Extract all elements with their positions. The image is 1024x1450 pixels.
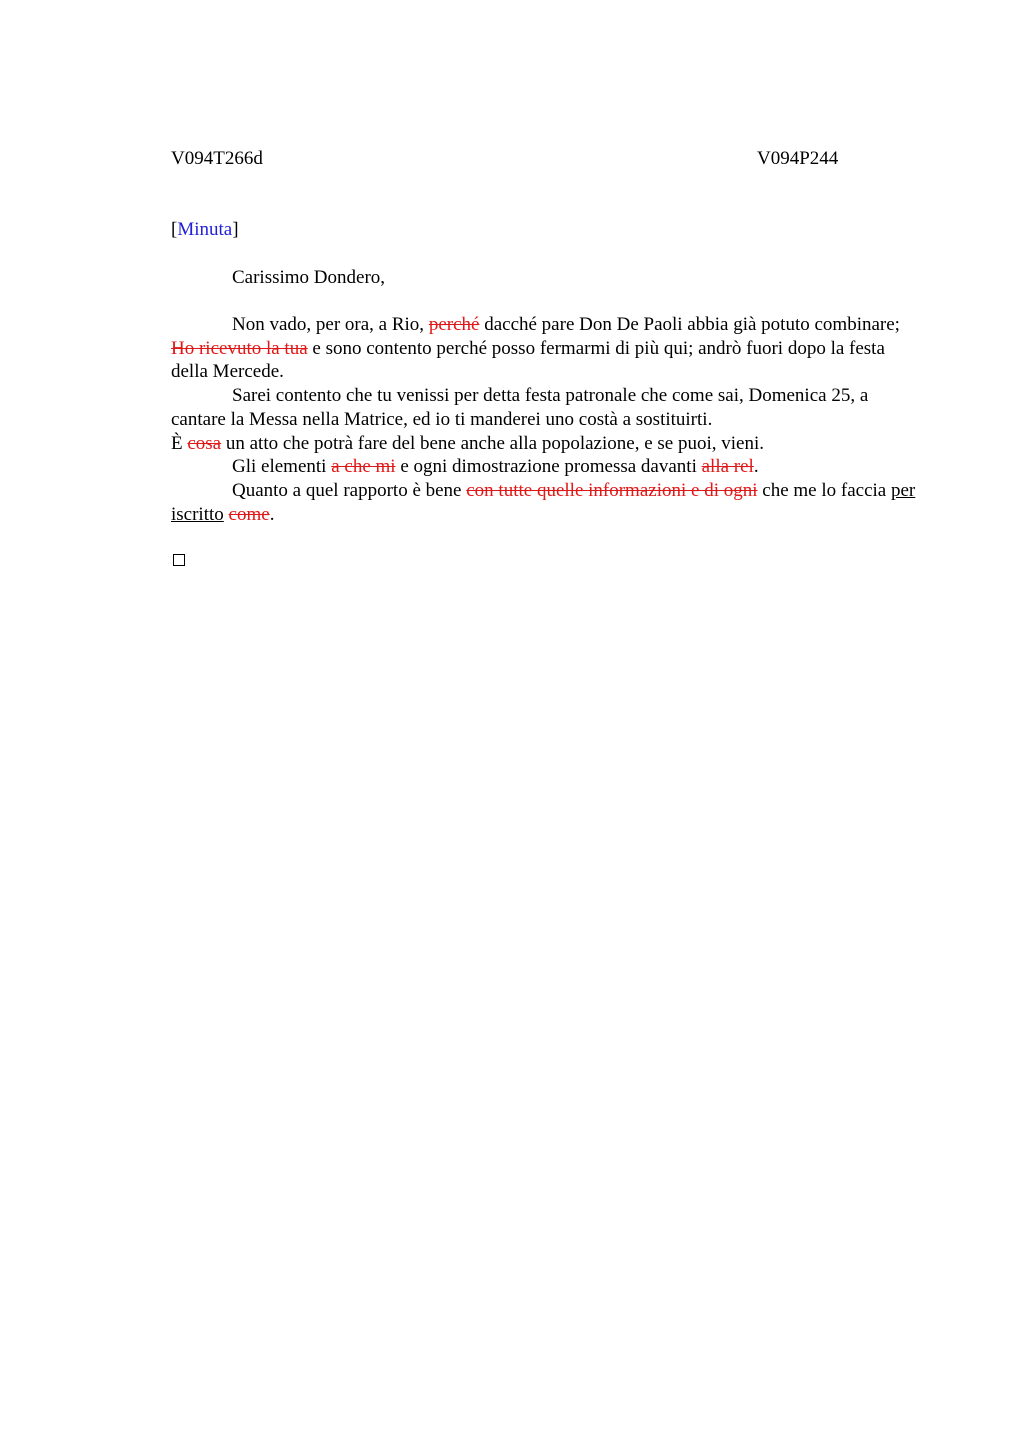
text-segment: un atto che potrà fare del bene anche alla popolazione, e se puoi, vieni. [221,432,764,454]
deleted-text: a che mi [331,456,396,478]
text-segment: Non vado, per ora, a Rio, [232,314,429,335]
paragraph-1 [171,313,916,384]
deleted-text: con tutte quelle informazioni e di ogni [466,479,758,501]
paragraph-2 [171,384,916,431]
text-segment: dacché pare Don De Paoli abbia già potuto combinare; [479,314,900,335]
text-segment: È [171,432,188,454]
note-open-bracket: [ [171,219,178,240]
paragraph-3 [171,432,916,456]
text-segment: che me lo faccia [757,479,891,501]
text-segment: Quanto a quel rapporto è bene [232,479,467,501]
text-segment: . [753,456,759,478]
salutation: Carissimo Dondero, [232,267,386,288]
document-code: V094T266d [171,148,263,169]
text-segment: Gli elementi [232,456,332,478]
paragraph-4 [171,455,916,479]
text-segment: e ogni dimostrazione promessa davanti [395,456,702,478]
underlined-text: per iscritto [171,479,916,525]
deleted-text: cosa [187,432,222,454]
paragraph-5 [171,479,916,526]
deleted-text: perché [428,314,480,335]
note-close-bracket: ] [232,219,239,240]
empty-square-icon [173,554,185,566]
note-label: Minuta [177,219,233,240]
deleted-text: Ho ricevuto la tua [171,337,308,359]
letter-body [171,313,916,526]
deleted-text: come [228,503,270,525]
text-segment: Sarei contento che tu venissi per detta festa patronale che come sai, Domenica 25, a cantare la Messa nella Matrice, ed io ti manderei uno costà a sostituirti. [171,385,869,430]
text-segment: . [269,503,275,525]
text-segment: e sono contento perché posso fermarmi di più qui; andrò fuori dopo la festa della Mercede. [171,337,885,383]
deleted-text: alla rel [701,456,754,478]
page-code: V094P244 [757,148,839,169]
draft-note [171,218,239,242]
